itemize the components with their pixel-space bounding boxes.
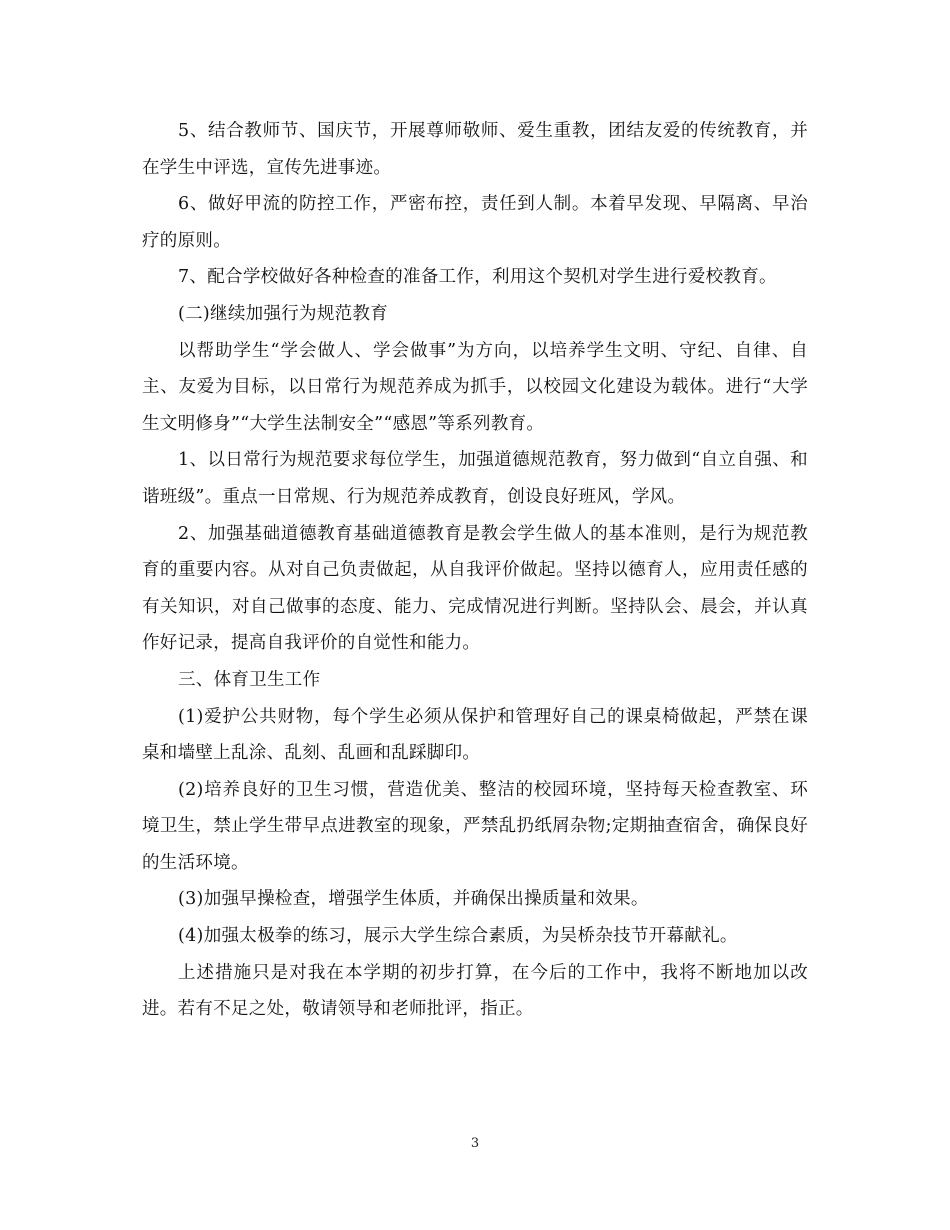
page-number: 3 bbox=[470, 1136, 480, 1151]
paragraph-norm-item-1: 1、以日常行为规范要求每位学生，加强道德规范教育，努力做到“自立自强、和谐班级”。重点一日常规、行为规范养成教育，创设良好班风，学风。 bbox=[142, 450, 808, 507]
paragraph-conclusion: 上述措施只是对我在本学期的初步打算，在今后的工作中，我将不断地加以改进。若有不足之处，敬请领导和老师批评，指正。 bbox=[142, 962, 808, 1020]
paragraph-behavior-intro: 以帮助学生“学会做人、学会做事”为方向，以培养学生文明、守纪、自律、自主、友爱为目标，以日常行为规范养成为抓手，以校园文化建设为载体。进行“大学生文明修身”“大学生法制安全”“感恩”等系列教育。 bbox=[142, 340, 808, 434]
paragraph-hygiene-item-4: (4)加强太极拳的练习，展示大学生综合素质，为吴桥杂技节开幕献礼。 bbox=[178, 926, 738, 947]
paragraph-norm-item-2: 2、加强基础道德教育基础道德教育是教会学生做人的基本准则，是行为规范教育的重要内容。从对自己负责做起，从自我评价做起。坚持以德育人，应用责任感的有关知识，对自己做事的态度、能力、完成情况进行判断。坚持队会、晨会，并认真作好记录，提高自我评价的自觉性和能力。 bbox=[142, 523, 808, 654]
paragraph-hygiene-item-1: (1)爱护公共财物，每个学生必须从保护和管理好自己的课桌椅做起，严禁在课桌和墙壁上乱涂、乱刻、乱画和乱踩脚印。 bbox=[142, 706, 808, 764]
paragraph-item-6: 6、做好甲流的防控工作，严密布控，责任到人制。本着早发现、早隔离、早治疗的原则。 bbox=[142, 194, 808, 251]
paragraph-hygiene-item-3: (3)加强早操检查，增强学生体质，并确保出操质量和效果。 bbox=[178, 889, 649, 910]
section-heading-sports-hygiene: 三、体育卫生工作 bbox=[178, 669, 321, 690]
paragraph-item-5: 5、结合教师节、国庆节，开展尊师敬师、爱生重教，团结友爱的传统教育，并在学生中评选，宣传先进事迹。 bbox=[142, 121, 808, 178]
paragraph-item-7: 7、配合学校做好各种检查的准备工作，利用这个契机对学生进行爱校教育。 bbox=[178, 267, 777, 288]
document-body bbox=[142, 113, 808, 1028]
section-heading-behavior-norms: (二)继续加强行为规范教育 bbox=[178, 303, 389, 324]
paragraph-hygiene-item-2: (2)培养良好的卫生习惯，营造优美、整洁的校园环境，坚持每天检查教室、环境卫生，禁止学生带早点进教室的现象，严禁乱扔纸屑杂物;定期抽查宿舍，确保良好的生活环境。 bbox=[142, 779, 808, 873]
